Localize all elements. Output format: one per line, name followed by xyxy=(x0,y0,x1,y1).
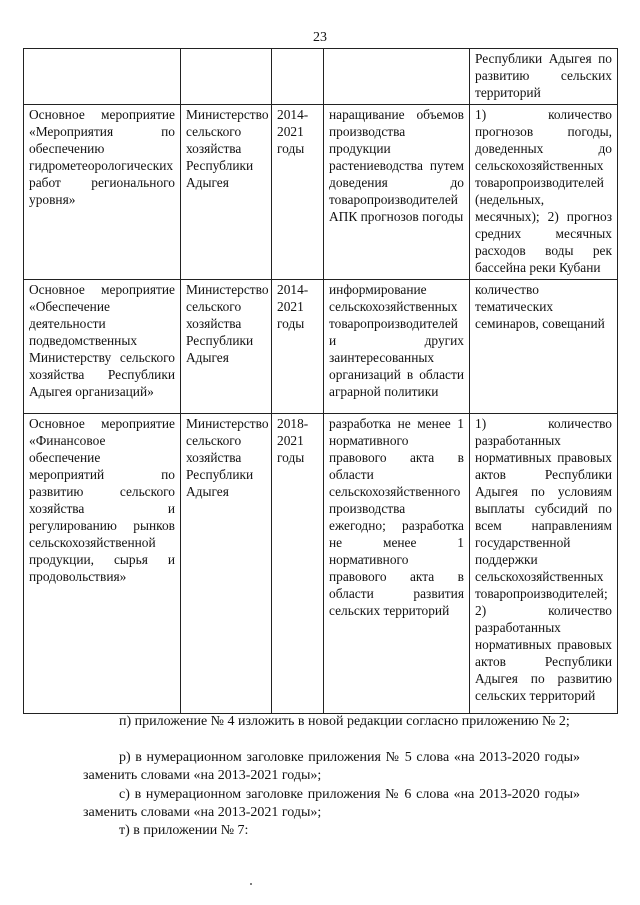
measure-cell xyxy=(24,49,181,105)
table-row xyxy=(24,280,618,414)
result-cell: наращивание объемов производства продукции растениеводства путем доведения до товаропроизводителей АПК прогнозов погоды xyxy=(324,105,470,280)
result-cell: разработка не менее 1 нормативного правового акта в области сельскохозяйственного производства ежегодно; разработка не менее 1 нормативного правового акта в области развития сельских территорий xyxy=(324,414,470,714)
table-row xyxy=(24,414,618,714)
table-row-continuation xyxy=(24,49,618,105)
measure-cell: Основное мероприятие «Финансовое обеспечение мероприятий по развитию сельского хозяйства и регулированию рынков сельскохозяйственной продукции, сырья и продовольствия» xyxy=(24,414,181,714)
page-number: 23 xyxy=(313,30,327,45)
executor-cell: Министерство сельского хозяйства Республики Адыгея xyxy=(181,280,272,414)
indicators-cell: 1) количество прогнозов погоды, доведенных до сельскохозяйственных товаропроизводителей (недельных, месячных); 2) прогноз средних месячных расходов воды рек бассейна реки Кубани xyxy=(470,105,618,280)
indicators-cell: количество тематических семинаров, совещаний xyxy=(470,280,618,414)
measure-cell: Основное мероприятие «Обеспечение деятельности подведомственных Министерству сельского хозяйства Республики Адыгея организаций» xyxy=(24,280,181,414)
result-cell: информирование сельскохозяйственных товаропроизводителей и других заинтересованных организаций в области аграрной политики xyxy=(324,280,470,414)
executor-cell xyxy=(181,49,272,105)
period-cell: 2014-2021 годы xyxy=(272,105,324,280)
paragraph-r: р) в нумерационном заголовке приложения № 5 слова «на 2013-2020 годы» заменить словами «на 2013-2021 годы»; xyxy=(83,750,580,783)
indicators-cell: Республики Адыгея по развитию сельских территорий xyxy=(470,49,618,105)
paragraph-p: п) приложение № 4 изложить в новой редакции согласно приложению № 2; xyxy=(119,714,570,729)
table-row xyxy=(24,105,618,280)
result-cell xyxy=(324,49,470,105)
measure-cell: Основное мероприятие «Мероприятия по обеспечению гидрометеорологических работ регионального уровня» xyxy=(24,105,181,280)
paragraph-t: т) в приложении № 7: xyxy=(119,823,249,838)
executor-cell: Министерство сельского хозяйства Республики Адыгея xyxy=(181,414,272,714)
period-cell xyxy=(272,49,324,105)
period-cell: 2018-2021 годы xyxy=(272,414,324,714)
period-cell: 2014-2021 годы xyxy=(272,280,324,414)
executor-cell: Министерство сельского хозяйства Республики Адыгея xyxy=(181,105,272,280)
indicators-cell: 1) количество разработанных нормативных правовых актов Республики Адыгея по условиям выплаты субсидий по всем направлениям государственной поддержки сельскохозяйственных товаропроизводителей; 2) количество разработанных нормативных правовых актов Республики Адыгея по развитию сельских территорий xyxy=(470,414,618,714)
scan-speck xyxy=(250,883,252,885)
paragraph-s: с) в нумерационном заголовке приложения № 6 слова «на 2013-2020 годы» заменить словами «на 2013-2021 годы»; xyxy=(83,787,580,820)
measures-table xyxy=(23,48,618,714)
